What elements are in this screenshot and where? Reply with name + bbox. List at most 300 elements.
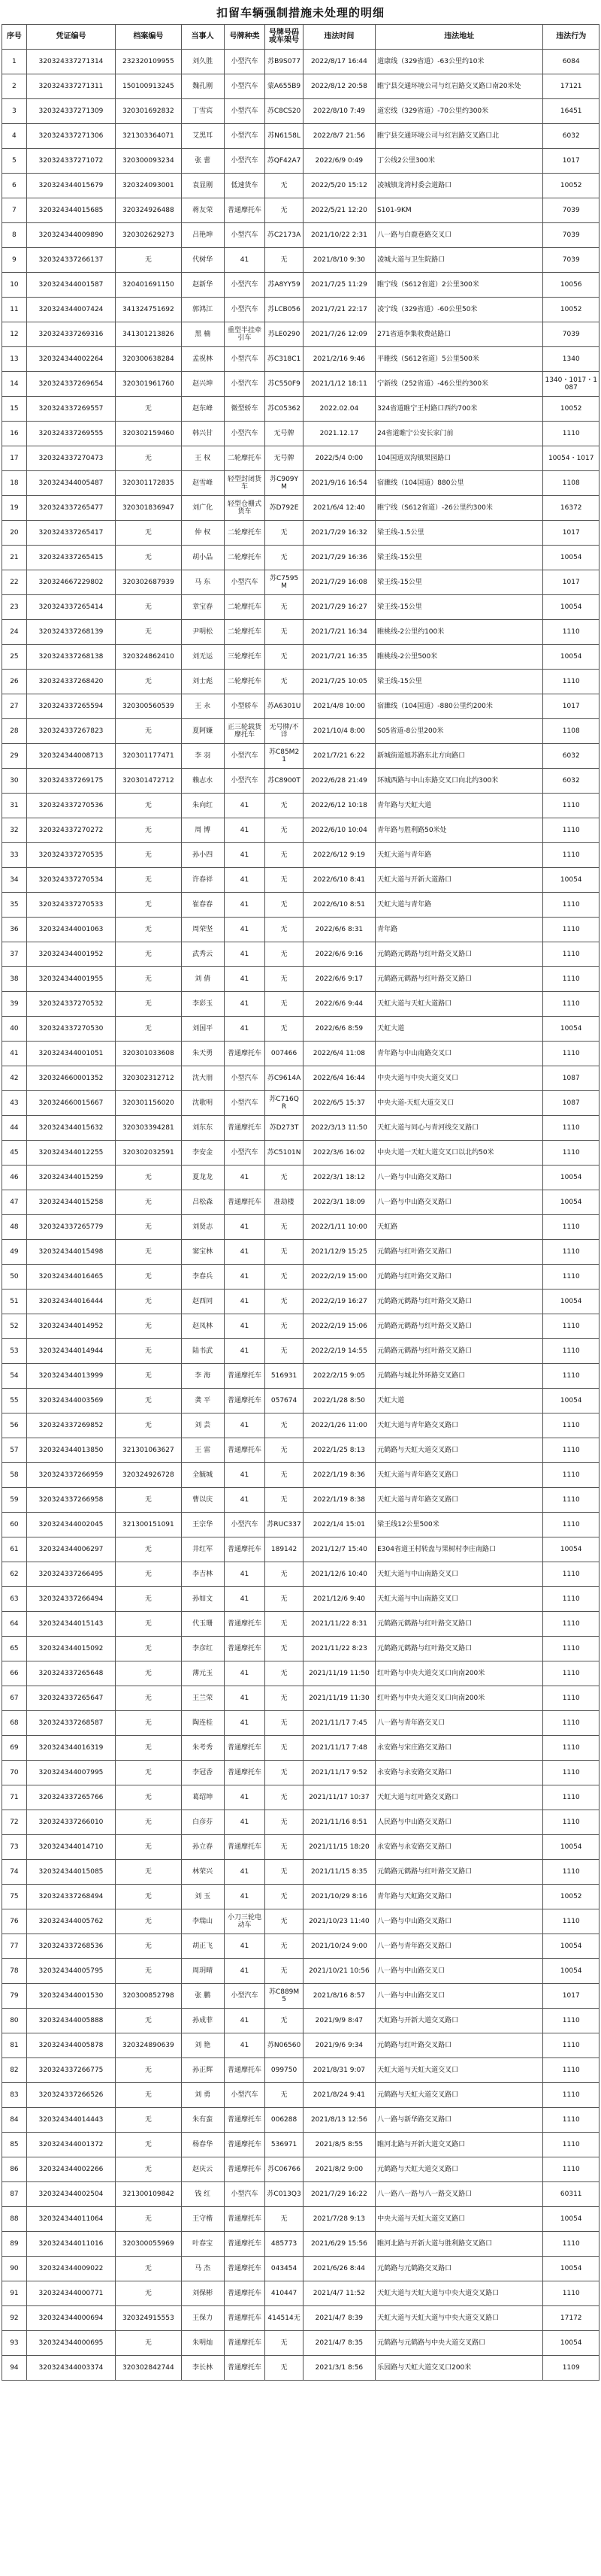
- cell-violation-address: 人民路与中山路交叉路口: [376, 1810, 543, 1835]
- cell-plate-no: 无: [265, 1587, 303, 1612]
- cell-violation-code: 1110: [543, 1240, 599, 1265]
- cell-violation-time: 2021/10/22 2:31: [303, 223, 375, 248]
- cell-plate-type: 41: [224, 1686, 265, 1711]
- cell-archive-no: 无: [116, 1711, 182, 1736]
- cell-seq: 62: [2, 1562, 27, 1587]
- cell-plate-type: 41: [224, 1265, 265, 1290]
- table-row: [2, 422, 599, 446]
- cell-plate-no: 苏C550F9: [265, 372, 303, 397]
- cell-seq: 75: [2, 1885, 27, 1909]
- cell-seq: 81: [2, 2033, 27, 2058]
- cell-plate-type: 普通摩托车: [224, 1736, 265, 1761]
- cell-seq: 82: [2, 2058, 27, 2083]
- cell-violation-code: 10052: [543, 174, 599, 198]
- cell-seq: 12: [2, 322, 27, 347]
- cell-voucher-no: 320324344014710: [26, 1835, 115, 1860]
- cell-seq: 54: [2, 1364, 27, 1389]
- cell-seq: 22: [2, 570, 27, 595]
- cell-archive-no: 无: [116, 1488, 182, 1513]
- cell-plate-type: 小型汽车: [224, 347, 265, 372]
- cell-violation-time: 2021/10/29 8:16: [303, 1885, 375, 1909]
- cell-voucher-no: 320324344001955: [26, 967, 115, 992]
- cell-seq: 30: [2, 769, 27, 794]
- cell-voucher-no: 320324337267823: [26, 719, 115, 744]
- cell-voucher-no: 320324344016319: [26, 1736, 115, 1761]
- cell-plate-type: 小型汽车: [224, 1984, 265, 2009]
- cell-archive-no: 无: [116, 2257, 182, 2281]
- cell-violation-time: 2021/11/19 11:50: [303, 1661, 375, 1686]
- cell-archive-no: 无: [116, 1290, 182, 1314]
- cell-plate-type: 41: [224, 967, 265, 992]
- cell-archive-no: 无: [116, 1166, 182, 1190]
- cell-violation-address: 元鹤路与红叶路交叉路口: [376, 1265, 543, 1290]
- cell-archive-no: 无: [116, 2009, 182, 2033]
- cell-seq: 78: [2, 1959, 27, 1984]
- cell-voucher-no: 320324337265414: [26, 595, 115, 620]
- cell-violation-address: 梁王线12公里500米: [376, 1513, 543, 1537]
- cell-violation-address: 青年路与天虹路交叉路口: [376, 1885, 543, 1909]
- cell-plate-no: 苏C909YM: [265, 471, 303, 496]
- cell-violation-code: 10054: [543, 595, 599, 620]
- cell-violation-address: 天虹大道与天虹大道路口: [376, 992, 543, 1017]
- cell-violation-address: 睢河北路与开新大道与胜利路交叉路口: [376, 2232, 543, 2257]
- cell-violation-address: 中央大道与天虹大道交叉路口: [376, 2207, 543, 2232]
- cell-plate-no: 043454: [265, 2257, 303, 2281]
- cell-seq: 46: [2, 1166, 27, 1190]
- cell-party: 王宗华: [181, 1513, 224, 1537]
- cell-plate-type: 41: [224, 942, 265, 967]
- cell-party: 朱明灿: [181, 2331, 224, 2356]
- cell-violation-time: 2022/3/1 18:12: [303, 1166, 375, 1190]
- cell-archive-no: 无: [116, 1736, 182, 1761]
- cell-violation-address: 环城西路与中山东路交叉口向北约300米: [376, 769, 543, 794]
- cell-violation-code: 1340: [543, 347, 599, 372]
- cell-voucher-no: 320324344011064: [26, 2207, 115, 2232]
- cell-violation-code: 1110: [543, 942, 599, 967]
- cell-violation-code: 6032: [543, 769, 599, 794]
- cell-party: 刘 勇: [181, 2083, 224, 2108]
- cell-plate-no: 苏C7595M: [265, 570, 303, 595]
- cell-seq: 51: [2, 1290, 27, 1314]
- cell-violation-address: 梁王线-1.5公里: [376, 521, 543, 546]
- cell-archive-no: 无: [116, 967, 182, 992]
- cell-violation-code: 60311: [543, 2182, 599, 2207]
- cell-voucher-no: 320324337270534: [26, 868, 115, 893]
- cell-voucher-no: 320324337270535: [26, 843, 115, 868]
- cell-seq: 87: [2, 2182, 27, 2207]
- cell-violation-code: 1110: [543, 1314, 599, 1339]
- cell-voucher-no: 320324337265779: [26, 1215, 115, 1240]
- cell-violation-code: 1110: [543, 918, 599, 942]
- cell-plate-no: 无: [265, 645, 303, 670]
- cell-party: 朱向红: [181, 794, 224, 818]
- cell-violation-address: 乐园路与天虹大道交叉口200米: [376, 2356, 543, 2381]
- cell-violation-code: 1110: [543, 1116, 599, 1141]
- cell-violation-address: 八一路与中山路交叉路口: [376, 1190, 543, 1215]
- table-row: [2, 967, 599, 992]
- cell-violation-time: 2022/3/13 11:50: [303, 1116, 375, 1141]
- table-row: [2, 1463, 599, 1488]
- cell-violation-code: 1110: [543, 1339, 599, 1364]
- cell-violation-time: 2022/1/11 10:00: [303, 1215, 375, 1240]
- cell-violation-code: 1017: [543, 149, 599, 174]
- cell-seq: 6: [2, 174, 27, 198]
- cell-violation-code: 1110: [543, 1042, 599, 1066]
- cell-violation-time: 2022/1/19 8:36: [303, 1463, 375, 1488]
- cell-plate-no: 准劫楼: [265, 1190, 303, 1215]
- cell-plate-type: 小型汽车: [224, 1091, 265, 1116]
- cell-voucher-no: 320324344016444: [26, 1290, 115, 1314]
- cell-plate-no: 无: [265, 868, 303, 893]
- cell-voucher-no: 320324344015143: [26, 1612, 115, 1637]
- table-row: [2, 1413, 599, 1438]
- cell-seq: 43: [2, 1091, 27, 1116]
- table-row: [2, 546, 599, 570]
- cell-plate-type: 41: [224, 1166, 265, 1190]
- cell-violation-time: 2021/8/13 12:56: [303, 2108, 375, 2133]
- cell-voucher-no: 320324337268420: [26, 670, 115, 694]
- detail-table: [2, 24, 599, 2381]
- cell-plate-no: 无: [265, 1488, 303, 1513]
- cell-voucher-no: 320324344001587: [26, 273, 115, 298]
- cell-violation-time: 2021/11/22 8:23: [303, 1637, 375, 1661]
- cell-violation-address: 梁王线-15公里: [376, 670, 543, 694]
- cell-voucher-no: 320324337270530: [26, 1017, 115, 1042]
- cell-violation-code: 1110: [543, 2133, 599, 2157]
- cell-party: 刘久胜: [181, 50, 224, 74]
- cell-violation-code: 10054: [543, 645, 599, 670]
- cell-plate-no: 无: [265, 1463, 303, 1488]
- cell-voucher-no: 320324337268494: [26, 1885, 115, 1909]
- cell-violation-code: 17121: [543, 74, 599, 99]
- table-row: [2, 2009, 599, 2033]
- cell-plate-no: 无: [265, 620, 303, 645]
- cell-violation-address: 元鹤路与天虹大道交叉路口: [376, 1438, 543, 1463]
- cell-violation-time: 2021/7/21 6:22: [303, 744, 375, 769]
- cell-archive-no: 无: [116, 1314, 182, 1339]
- cell-plate-no: 无: [265, 1240, 303, 1265]
- cell-violation-address: 青年路与胜利路50米处: [376, 818, 543, 843]
- cell-party: 窦宝林: [181, 1240, 224, 1265]
- cell-plate-type: 普通摩托车: [224, 1612, 265, 1637]
- cell-violation-address: S101-9KM: [376, 198, 543, 223]
- cell-seq: 24: [2, 620, 27, 645]
- cell-archive-no: 320301961760: [116, 372, 182, 397]
- cell-voucher-no: 320324344013850: [26, 1438, 115, 1463]
- cell-voucher-no: 320324344009022: [26, 2257, 115, 2281]
- cell-party: 孙如文: [181, 1587, 224, 1612]
- cell-voucher-no: 320324344015092: [26, 1637, 115, 1661]
- table-row: [2, 2083, 599, 2108]
- cell-voucher-no: 320324344003374: [26, 2356, 115, 2381]
- cell-seq: 10: [2, 273, 27, 298]
- cell-plate-no: 苏RUC337: [265, 1513, 303, 1537]
- cell-seq: 86: [2, 2157, 27, 2182]
- cell-violation-code: 17172: [543, 2306, 599, 2331]
- cell-seq: 41: [2, 1042, 27, 1066]
- cell-violation-code: 6032: [543, 124, 599, 149]
- cell-plate-no: 苏C06766: [265, 2157, 303, 2182]
- table-row: [2, 273, 599, 298]
- cell-plate-no: 无号牌/不详: [265, 719, 303, 744]
- cell-seq: 37: [2, 942, 27, 967]
- cell-violation-address: 丁公线2公里300米: [376, 149, 543, 174]
- cell-party: 李 羽: [181, 744, 224, 769]
- cell-seq: 76: [2, 1909, 27, 1934]
- cell-voucher-no: 320324344015632: [26, 1116, 115, 1141]
- cell-voucher-no: 320324344001372: [26, 2133, 115, 2157]
- cell-seq: 55: [2, 1389, 27, 1413]
- cell-plate-no: 无: [265, 818, 303, 843]
- cell-violation-address: 道康线（329省道）-63公里约10米: [376, 50, 543, 74]
- table-row: [2, 1959, 599, 1984]
- cell-voucher-no: 320324344015685: [26, 198, 115, 223]
- cell-plate-no: 苏LCB056: [265, 298, 303, 322]
- table-row: [2, 1066, 599, 1091]
- cell-plate-type: 41: [224, 1562, 265, 1587]
- cell-seq: 92: [2, 2306, 27, 2331]
- cell-violation-code: 1110: [543, 2033, 599, 2058]
- table-row: [2, 372, 599, 397]
- cell-archive-no: 无: [116, 2133, 182, 2157]
- cell-violation-time: 2021/9/9 8:47: [303, 2009, 375, 2033]
- cell-seq: 74: [2, 1860, 27, 1885]
- cell-violation-address: 元鹤路与城北外环路交叉路口: [376, 1364, 543, 1389]
- cell-violation-time: 2021/8/10 9:30: [303, 248, 375, 273]
- cell-plate-no: 蒙A655B9: [265, 74, 303, 99]
- cell-voucher-no: 320324344003569: [26, 1389, 115, 1413]
- cell-violation-code: 1110: [543, 1141, 599, 1166]
- cell-violation-time: 2021/10/24 9:00: [303, 1934, 375, 1959]
- cell-archive-no: 321300151091: [116, 1513, 182, 1537]
- table-row: [2, 2281, 599, 2306]
- cell-violation-code: 1110: [543, 1736, 599, 1761]
- cell-archive-no: 无: [116, 248, 182, 273]
- cell-plate-type: 41: [224, 893, 265, 918]
- cell-violation-time: 2021/4/8 10:00: [303, 694, 375, 719]
- cell-plate-no: 无: [265, 1711, 303, 1736]
- cell-seq: 66: [2, 1661, 27, 1686]
- cell-violation-time: 2021/7/25 11:29: [303, 273, 375, 298]
- cell-voucher-no: 320324337271311: [26, 74, 115, 99]
- cell-voucher-no: 320324660015667: [26, 1091, 115, 1116]
- cell-seq: 17: [2, 446, 27, 471]
- cell-voucher-no: 320324337268587: [26, 1711, 115, 1736]
- cell-seq: 68: [2, 1711, 27, 1736]
- cell-party: 王 雷: [181, 1438, 224, 1463]
- cell-plate-no: 无: [265, 1785, 303, 1810]
- cell-party: 赵新华: [181, 273, 224, 298]
- cell-violation-code: 10054: [543, 1835, 599, 1860]
- cell-party: 葛绍坤: [181, 1785, 224, 1810]
- cell-violation-code: 1110: [543, 1612, 599, 1637]
- cell-plate-type: 41: [224, 1885, 265, 1909]
- table-row: [2, 1860, 599, 1885]
- cell-archive-no: 无: [116, 1612, 182, 1637]
- table-row: [2, 992, 599, 1017]
- table-row: [2, 670, 599, 694]
- cell-violation-address: 天虹大道与青年路交叉路口: [376, 1413, 543, 1438]
- cell-seq: 18: [2, 471, 27, 496]
- cell-violation-time: 2022/6/9 0:49: [303, 149, 375, 174]
- cell-violation-time: 2022/3/1 18:09: [303, 1190, 375, 1215]
- cell-violation-address: 八一路八一路与八一路交叉路口: [376, 2182, 543, 2207]
- cell-violation-time: 2021/7/21 16:34: [303, 620, 375, 645]
- cell-voucher-no: 320324344000771: [26, 2281, 115, 2306]
- cell-archive-no: 320301033608: [116, 1042, 182, 1066]
- cell-plate-no: 无: [265, 1637, 303, 1661]
- cell-violation-code: 1110: [543, 1761, 599, 1785]
- cell-archive-no: 320324926728: [116, 1463, 182, 1488]
- cell-seq: 77: [2, 1934, 27, 1959]
- cell-archive-no: 无: [116, 918, 182, 942]
- cell-violation-address: 天虹大道与天虹大道与中央大道交叉路口: [376, 2281, 543, 2306]
- cell-seq: 90: [2, 2257, 27, 2281]
- cell-party: 马 杰: [181, 2257, 224, 2281]
- cell-party: 刘东东: [181, 1116, 224, 1141]
- cell-seq: 47: [2, 1190, 27, 1215]
- cell-archive-no: 无: [116, 1562, 182, 1587]
- cell-violation-code: 1110: [543, 1810, 599, 1835]
- cell-violation-address: 天虹大道与红叶路交叉路口: [376, 1785, 543, 1810]
- table-row: [2, 149, 599, 174]
- cell-plate-type: 小型汽车: [224, 124, 265, 149]
- cell-voucher-no: 320324344005487: [26, 471, 115, 496]
- cell-violation-code: 1110: [543, 992, 599, 1017]
- cell-plate-no: 苏D273T: [265, 1116, 303, 1141]
- cell-plate-type: 普通摩托车: [224, 2257, 265, 2281]
- table-row: [2, 1141, 599, 1166]
- cell-seq: 16: [2, 422, 27, 446]
- cell-plate-type: 普通摩托车: [224, 1364, 265, 1389]
- cell-party: 胡正飞: [181, 1934, 224, 1959]
- cell-violation-address: 元鹤路元鹤路与红叶路交叉路口: [376, 1314, 543, 1339]
- cell-archive-no: 320324926488: [116, 198, 182, 223]
- cell-plate-type: 普通摩托车: [224, 1835, 265, 1860]
- cell-voucher-no: 320324337266959: [26, 1463, 115, 1488]
- cell-plate-type: 小型汽车: [224, 1066, 265, 1091]
- cell-violation-address: 元鹤路与红叶路交叉路口: [376, 1240, 543, 1265]
- cell-violation-code: 1110: [543, 1364, 599, 1389]
- cell-voucher-no: 320324344009890: [26, 223, 115, 248]
- cell-violation-code: 10054: [543, 1389, 599, 1413]
- cell-voucher-no: 320324337271072: [26, 149, 115, 174]
- cell-archive-no: 无: [116, 397, 182, 422]
- cell-violation-code: 16372: [543, 496, 599, 521]
- cell-violation-address: 宁新线（252省道）-46公里约300米: [376, 372, 543, 397]
- cell-violation-time: 2022/2/19 15:06: [303, 1314, 375, 1339]
- cell-plate-no: 无: [265, 1810, 303, 1835]
- cell-party: 刘广化: [181, 496, 224, 521]
- cell-violation-time: 2022/6/10 10:04: [303, 818, 375, 843]
- cell-archive-no: 无: [116, 1959, 182, 1984]
- cell-violation-code: 7039: [543, 223, 599, 248]
- cell-archive-no: 321301063627: [116, 1438, 182, 1463]
- cell-party: 沈大朋: [181, 1066, 224, 1091]
- cell-archive-no: 320324890639: [116, 2033, 182, 2058]
- cell-violation-address: 八一路与新华路交叉路口: [376, 2108, 543, 2133]
- table-row: [2, 1215, 599, 1240]
- cell-violation-time: 2021/1/12 18:11: [303, 372, 375, 397]
- cell-violation-code: 1110: [543, 794, 599, 818]
- cell-plate-type: 小型汽车: [224, 74, 265, 99]
- cell-plate-no: 无: [265, 1661, 303, 1686]
- table-row: [2, 322, 599, 347]
- cell-violation-address: 天虹大道与天虹大道交叉口: [376, 2058, 543, 2083]
- cell-voucher-no: 320324337271309: [26, 99, 115, 124]
- cell-plate-no: 苏C889M5: [265, 1984, 303, 2009]
- cell-voucher-no: 320324337268536: [26, 1934, 115, 1959]
- cell-archive-no: 320301836947: [116, 496, 182, 521]
- cell-violation-time: 2021/11/17 7:45: [303, 1711, 375, 1736]
- cell-plate-type: 普通摩托车: [224, 198, 265, 223]
- cell-violation-address: 24省道睢宁公安长家门前: [376, 422, 543, 446]
- cell-party: 井红军: [181, 1537, 224, 1562]
- table-row: [2, 198, 599, 223]
- table-row: [2, 471, 599, 496]
- cell-seq: 53: [2, 1339, 27, 1364]
- cell-violation-address: 天虹大道与同心与青河线交叉路口: [376, 1116, 543, 1141]
- cell-violation-address: 睢宁线（S612省道）2公里300米: [376, 273, 543, 298]
- cell-voucher-no: 320324344007995: [26, 1761, 115, 1785]
- table-row: [2, 1537, 599, 1562]
- cell-party: 朱有蛮: [181, 2108, 224, 2133]
- cell-party: 王守楷: [181, 2207, 224, 2232]
- cell-violation-code: 10054: [543, 2257, 599, 2281]
- cell-violation-address: 凌宁线（329省道）-60公里50米: [376, 298, 543, 322]
- cell-violation-time: 2021/7/29 16:32: [303, 521, 375, 546]
- cell-plate-type: 小型汽车: [224, 50, 265, 74]
- cell-plate-type: 二轮摩托车: [224, 546, 265, 570]
- cell-violation-time: 2021/11/17 9:52: [303, 1761, 375, 1785]
- table-row: [2, 298, 599, 322]
- cell-seq: 13: [2, 347, 27, 372]
- cell-plate-type: 小型汽车: [224, 1513, 265, 1537]
- cell-violation-code: 1110: [543, 1587, 599, 1612]
- cell-plate-type: 小型汽车: [224, 99, 265, 124]
- cell-violation-time: 2021/10/4 8:00: [303, 719, 375, 744]
- cell-seq: 1: [2, 50, 27, 74]
- table-row: [2, 620, 599, 645]
- cell-archive-no: 无: [116, 1761, 182, 1785]
- cell-plate-no: 苏C5101N: [265, 1141, 303, 1166]
- cell-archive-no: 232320109955: [116, 50, 182, 74]
- cell-violation-time: 2021/11/15 18:20: [303, 1835, 375, 1860]
- table-row: [2, 769, 599, 794]
- cell-party: 张 蕾: [181, 149, 224, 174]
- cell-violation-address: 八一路与中山路交叉路口: [376, 1166, 543, 1190]
- table-row: [2, 843, 599, 868]
- cell-archive-no: 无: [116, 1934, 182, 1959]
- cell-voucher-no: 320324337270532: [26, 992, 115, 1017]
- cell-plate-type: 普通摩托车: [224, 2108, 265, 2133]
- cell-violation-time: 2021/7/29 16:22: [303, 2182, 375, 2207]
- cell-archive-no: 320300560539: [116, 694, 182, 719]
- cell-plate-type: 41: [224, 1463, 265, 1488]
- cell-violation-time: 2021/12/6 9:40: [303, 1587, 375, 1612]
- cell-violation-code: 1110: [543, 1513, 599, 1537]
- cell-party: 孟祝林: [181, 347, 224, 372]
- cell-voucher-no: 320324337265415: [26, 546, 115, 570]
- cell-plate-type: 轻型封闭货车: [224, 471, 265, 496]
- cell-seq: 79: [2, 1984, 27, 2009]
- cell-seq: 44: [2, 1116, 27, 1141]
- column-header-party: 当事人: [181, 25, 224, 50]
- cell-archive-no: 320324093001: [116, 174, 182, 198]
- cell-plate-type: 小型汽车: [224, 570, 265, 595]
- cell-plate-no: 099750: [265, 2058, 303, 2083]
- cell-violation-code: 10054: [543, 2331, 599, 2356]
